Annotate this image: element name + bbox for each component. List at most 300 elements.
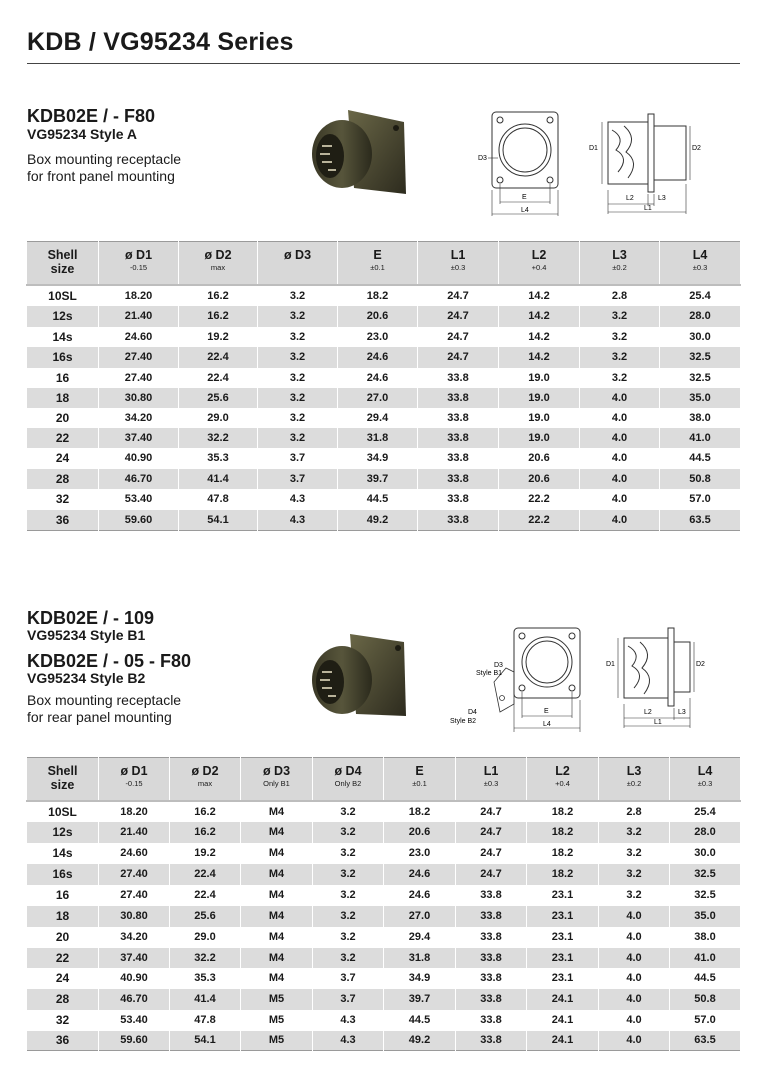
dimension-cell: 59.60	[99, 510, 179, 531]
dimension-cell: 27.40	[99, 864, 170, 885]
dimension-cell: 3.2	[580, 327, 660, 347]
dimension-cell: 20.6	[499, 448, 580, 469]
dimension-cell: 3.2	[258, 306, 338, 327]
description-line-2: for rear panel mounting	[27, 709, 172, 725]
col-header-l3: L3 ±0.2	[599, 758, 670, 801]
dimension-cell: 3.2	[313, 801, 384, 822]
dimension-cell: 34.9	[338, 448, 418, 469]
dimension-cell: 57.0	[660, 489, 741, 510]
dimension-cell: 3.2	[313, 906, 384, 927]
dimension-cell: 30.80	[99, 388, 179, 408]
dimension-cell: 14.2	[499, 306, 580, 327]
table-row	[27, 408, 741, 428]
dimension-cell: 33.8	[418, 388, 499, 408]
dimension-cell: 41.0	[670, 948, 741, 968]
shell-size-cell: 16s	[27, 864, 99, 885]
dimension-cell: 29.0	[170, 927, 241, 948]
dimension-cell: M5	[241, 1010, 313, 1031]
dimension-cell: 33.8	[418, 469, 499, 489]
dimension-cell: 30.0	[670, 843, 741, 864]
dimension-cell: 22.4	[179, 347, 258, 368]
dimension-cell: 23.1	[527, 906, 599, 927]
dimension-cell: 41.4	[170, 989, 241, 1010]
title-divider	[27, 63, 740, 64]
dimension-cell: 19.2	[179, 327, 258, 347]
dimension-cell: 3.2	[580, 306, 660, 327]
dimension-cell: M4	[241, 864, 313, 885]
shell-size-cell: 14s	[27, 843, 99, 864]
label-d4: D4	[468, 709, 477, 716]
dimension-cell: 44.5	[338, 489, 418, 510]
dimension-cell: 25.6	[170, 906, 241, 927]
table-header-row	[27, 242, 741, 285]
dimension-cell: 44.5	[384, 1010, 456, 1031]
dimension-cell: 27.0	[384, 906, 456, 927]
dimension-cell: 53.40	[99, 1010, 170, 1031]
side-view-drawing	[586, 110, 706, 220]
dimension-cell: 49.2	[384, 1031, 456, 1051]
table-row	[27, 428, 741, 448]
table-row	[27, 388, 741, 408]
dimension-cell: 21.40	[99, 822, 170, 843]
shell-size-cell: 36	[27, 1031, 99, 1051]
dimension-cell: 32.2	[179, 428, 258, 448]
connector-photo	[306, 628, 410, 724]
dimension-cell: 3.2	[313, 948, 384, 968]
dimension-cell: 3.2	[599, 843, 670, 864]
dimension-cell: 3.2	[313, 864, 384, 885]
table-row	[27, 368, 741, 388]
shell-size-cell: 32	[27, 489, 99, 510]
dimension-cell: 23.1	[527, 948, 599, 968]
label-l4: L4	[521, 207, 529, 214]
dimension-cell: 3.2	[313, 843, 384, 864]
dimension-cell: 34.9	[384, 968, 456, 989]
dimension-cell: 33.8	[456, 1010, 527, 1031]
dimension-cell: 24.7	[418, 285, 499, 306]
dimension-cell: 32.5	[670, 864, 741, 885]
dimension-cell: 3.7	[313, 989, 384, 1010]
dimension-cell: 4.0	[580, 408, 660, 428]
table-row	[27, 510, 741, 531]
dimension-cell: 24.7	[418, 327, 499, 347]
dimension-cell: M5	[241, 1031, 313, 1051]
front-view-drawing	[476, 110, 572, 220]
dimension-cell: 49.2	[338, 510, 418, 531]
dimension-cell: 33.8	[418, 448, 499, 469]
table-row	[27, 927, 741, 948]
dimension-cell: 3.2	[580, 368, 660, 388]
dimension-cell: 16.2	[170, 801, 241, 822]
dimension-cell: 3.2	[580, 347, 660, 368]
shell-size-cell: 22	[27, 948, 99, 968]
dimension-cell: 54.1	[170, 1031, 241, 1051]
dimension-cell: 4.0	[580, 489, 660, 510]
dimension-cell: 63.5	[660, 510, 741, 531]
dimension-cell: 4.0	[599, 1031, 670, 1051]
dimension-cell: 22.4	[170, 864, 241, 885]
side-view-drawing	[600, 624, 720, 734]
dimension-cell: 31.8	[384, 948, 456, 968]
col-header-shell: Shell size	[27, 242, 99, 285]
dimension-cell: 24.7	[456, 843, 527, 864]
dimension-cell: 18.2	[527, 801, 599, 822]
dimension-cell: 47.8	[170, 1010, 241, 1031]
shell-size-cell: 12s	[27, 306, 99, 327]
dimension-cell: 4.0	[599, 968, 670, 989]
dimension-cell: 18.20	[99, 801, 170, 822]
col-header-l4: L4 ±0.3	[670, 758, 741, 801]
dimension-cell: 24.60	[99, 843, 170, 864]
dimension-cell: 25.6	[179, 388, 258, 408]
style-label-b1: VG95234 Style B1	[27, 627, 146, 643]
dimension-cell: 23.1	[527, 927, 599, 948]
dimension-cell: 3.2	[599, 864, 670, 885]
dimension-cell: 23.0	[384, 843, 456, 864]
table-row	[27, 327, 741, 347]
col-header-e: E ±0.1	[338, 242, 418, 285]
dimension-cell: 30.80	[99, 906, 170, 927]
dimension-cell: 3.2	[313, 927, 384, 948]
dimension-cell: 33.8	[456, 1031, 527, 1051]
dimension-cell: 34.20	[99, 408, 179, 428]
dimension-cell: 37.40	[99, 428, 179, 448]
dimension-cell: 4.0	[599, 927, 670, 948]
dimension-cell: 27.40	[99, 347, 179, 368]
dimension-cell: 18.2	[527, 822, 599, 843]
shell-size-cell: 22	[27, 428, 99, 448]
dimension-cell: 3.2	[258, 388, 338, 408]
dimension-cell: 54.1	[179, 510, 258, 531]
dimension-cell: 40.90	[99, 448, 179, 469]
dimension-cell: 24.1	[527, 989, 599, 1010]
dimension-cell: 38.0	[670, 927, 741, 948]
col-header-l1: L1 ±0.3	[456, 758, 527, 801]
dimension-cell: 19.2	[170, 843, 241, 864]
dimension-cell: 34.20	[99, 927, 170, 948]
dimension-cell: 19.0	[499, 408, 580, 428]
dimension-cell: 4.3	[313, 1031, 384, 1051]
dimension-cell: 18.2	[527, 864, 599, 885]
dimension-cell: 24.7	[418, 347, 499, 368]
dimension-cell: 4.0	[580, 448, 660, 469]
table-row	[27, 306, 741, 327]
dimension-cell: 4.0	[580, 469, 660, 489]
dimension-cell: 44.5	[660, 448, 741, 469]
col-header-e: E ±0.1	[384, 758, 456, 801]
col-header-l1: L1 ±0.3	[418, 242, 499, 285]
dimension-cell: 41.0	[660, 428, 741, 448]
table-row	[27, 1010, 741, 1031]
dimension-cell: 35.0	[670, 906, 741, 927]
dimension-cell: M5	[241, 989, 313, 1010]
dimension-cell: 24.7	[456, 822, 527, 843]
dimension-cell: 3.2	[258, 347, 338, 368]
style-label: VG95234 Style A	[27, 126, 137, 142]
dimension-cell: 24.1	[527, 1010, 599, 1031]
dimension-cell: 39.7	[384, 989, 456, 1010]
dimension-cell: 25.4	[660, 285, 741, 306]
style-label-b2: VG95234 Style B2	[27, 670, 146, 686]
shell-size-cell: 20	[27, 408, 99, 428]
col-header-l4: L4 ±0.3	[660, 242, 741, 285]
dimension-cell: 32.5	[670, 885, 741, 906]
description-line-2: for front panel mounting	[27, 168, 175, 184]
shell-size-cell: 10SL	[27, 285, 99, 306]
dimension-cell: 35.3	[170, 968, 241, 989]
dimension-cell: 29.4	[338, 408, 418, 428]
dimension-cell: 29.4	[384, 927, 456, 948]
dimension-cell: 40.90	[99, 968, 170, 989]
label-l2: L2	[644, 709, 652, 716]
shell-size-cell: 16	[27, 368, 99, 388]
col-header-d1: ø D1 -0.15	[99, 758, 170, 801]
label-l1: L1	[644, 205, 652, 212]
table-row	[27, 989, 741, 1010]
col-header-d2: ø D2 max	[170, 758, 241, 801]
dimension-cell: 24.7	[456, 801, 527, 822]
dimension-cell: 23.0	[338, 327, 418, 347]
dimension-cell: 4.3	[313, 1010, 384, 1031]
dimension-cell: 33.8	[456, 989, 527, 1010]
dimension-cell: 24.6	[384, 885, 456, 906]
label-l1: L1	[654, 719, 662, 726]
dimension-cell: 46.70	[99, 989, 170, 1010]
dimension-cell: 44.5	[670, 968, 741, 989]
table-row	[27, 864, 741, 885]
dimension-cell: 19.0	[499, 428, 580, 448]
dimension-cell: 16.2	[170, 822, 241, 843]
shell-size-cell: 18	[27, 906, 99, 927]
col-header-d3: ø D3	[258, 242, 338, 285]
dimension-cell: 19.0	[499, 388, 580, 408]
label-d2: D2	[692, 145, 701, 152]
model-code: KDB02E / - F80	[27, 106, 156, 126]
table-row	[27, 801, 741, 822]
dimension-cell: 3.2	[599, 822, 670, 843]
table-row	[27, 843, 741, 864]
dimension-cell: 33.8	[418, 408, 499, 428]
dimension-cell: 14.2	[499, 285, 580, 306]
dimension-cell: 24.1	[527, 1031, 599, 1051]
dimension-cell: 46.70	[99, 469, 179, 489]
dimension-cell: 41.4	[179, 469, 258, 489]
model-code-b2: KDB02E / - 05 - F80	[27, 651, 192, 671]
dimension-cell: 39.7	[338, 469, 418, 489]
dimension-cell: 23.1	[527, 885, 599, 906]
dimension-cell: 2.8	[580, 285, 660, 306]
dimension-cell: 3.7	[313, 968, 384, 989]
dimension-cell: 24.7	[456, 864, 527, 885]
dimension-cell: 3.2	[258, 327, 338, 347]
table-row	[27, 968, 741, 989]
table-row	[27, 1031, 741, 1051]
dimension-cell: M4	[241, 885, 313, 906]
dimension-cell: 35.3	[179, 448, 258, 469]
dimension-cell: 57.0	[670, 1010, 741, 1031]
dimension-cell: 3.2	[313, 885, 384, 906]
dimension-table-style-b	[26, 757, 741, 1051]
dimension-cell: M4	[241, 968, 313, 989]
dimension-cell: 18.20	[99, 285, 179, 306]
dimension-cell: 24.6	[338, 347, 418, 368]
table-row	[27, 948, 741, 968]
dimension-cell: 33.8	[456, 968, 527, 989]
label-d3-style: Style B1	[476, 670, 503, 677]
shell-size-cell: 32	[27, 1010, 99, 1031]
col-header-l3: L3 ±0.2	[580, 242, 660, 285]
dimension-cell: 16.2	[179, 306, 258, 327]
dimension-cell: 19.0	[499, 368, 580, 388]
dimension-cell: 3.7	[258, 448, 338, 469]
dimension-cell: 50.8	[660, 469, 741, 489]
dimension-cell: 4.0	[599, 1010, 670, 1031]
dimension-cell: 22.4	[170, 885, 241, 906]
dimension-cell: 4.3	[258, 489, 338, 510]
dimension-cell: 21.40	[99, 306, 179, 327]
col-header-d2: ø D2 max	[179, 242, 258, 285]
dimension-cell: 33.8	[418, 368, 499, 388]
dimension-cell: 27.0	[338, 388, 418, 408]
dimension-cell: 3.2	[258, 428, 338, 448]
shell-size-cell: 20	[27, 927, 99, 948]
dimension-cell: M4	[241, 948, 313, 968]
dimension-cell: 4.0	[580, 510, 660, 531]
table-row	[27, 347, 741, 368]
dimension-cell: 32.5	[660, 347, 741, 368]
shell-size-cell: 24	[27, 968, 99, 989]
table-row	[27, 885, 741, 906]
dimension-cell: 30.0	[660, 327, 741, 347]
page-title: KDB / VG95234 Series	[27, 28, 294, 56]
description-line-1: Box mounting receptacle	[27, 692, 182, 708]
dimension-cell: 28.0	[670, 822, 741, 843]
label-l2: L2	[626, 195, 634, 202]
dimension-cell: 18.2	[338, 285, 418, 306]
dimension-cell: 3.2	[258, 408, 338, 428]
label-d3: D3	[494, 662, 503, 669]
dimension-cell: 3.2	[258, 285, 338, 306]
dimension-cell: 33.8	[456, 906, 527, 927]
dimension-cell: 4.3	[258, 510, 338, 531]
dimension-cell: 33.8	[418, 489, 499, 510]
col-header-l2: L2 +0.4	[527, 758, 599, 801]
label-e: E	[544, 708, 549, 715]
label-l3: L3	[658, 195, 666, 202]
dimension-cell: 4.0	[580, 388, 660, 408]
table-row	[27, 469, 741, 489]
dimension-cell: 18.2	[384, 801, 456, 822]
label-d4-style: Style B2	[450, 718, 477, 725]
dimension-table-style-a	[26, 241, 741, 531]
shell-size-cell: 10SL	[27, 801, 99, 822]
shell-size-cell: 36	[27, 510, 99, 531]
dimension-cell: 31.8	[338, 428, 418, 448]
dimension-cell: 22.2	[499, 489, 580, 510]
dimension-cell: 35.0	[660, 388, 741, 408]
dimension-cell: 33.8	[456, 927, 527, 948]
dimension-cell: 50.8	[670, 989, 741, 1010]
dimension-cell: 32.5	[660, 368, 741, 388]
dimension-cell: 37.40	[99, 948, 170, 968]
dimension-cell: 63.5	[670, 1031, 741, 1051]
dimension-cell: 29.0	[179, 408, 258, 428]
dimension-cell: 59.60	[99, 1031, 170, 1051]
dimension-cell: 24.6	[384, 864, 456, 885]
dimension-cell: 2.8	[599, 801, 670, 822]
dimension-cell: 33.8	[418, 428, 499, 448]
dimension-cell: 38.0	[660, 408, 741, 428]
col-header-l2: L2 +0.4	[499, 242, 580, 285]
dimension-cell: 3.2	[599, 885, 670, 906]
dimension-cell: 4.0	[599, 948, 670, 968]
dimension-cell: 47.8	[179, 489, 258, 510]
dimension-cell: 4.0	[599, 989, 670, 1010]
dimension-cell: M4	[241, 822, 313, 843]
dimension-cell: 4.0	[599, 906, 670, 927]
front-view-drawing	[444, 624, 594, 734]
dimension-cell: 24.6	[338, 368, 418, 388]
table-header-row	[27, 758, 741, 801]
dimension-cell: M4	[241, 906, 313, 927]
dimension-cell: 33.8	[456, 885, 527, 906]
table-row	[27, 489, 741, 510]
dimension-cell: 14.2	[499, 327, 580, 347]
dimension-cell: 20.6	[499, 469, 580, 489]
label-l4: L4	[543, 721, 551, 728]
dimension-cell: 22.4	[179, 368, 258, 388]
dimension-cell: 24.7	[418, 306, 499, 327]
dimension-cell: 4.0	[580, 428, 660, 448]
dimension-cell: 16.2	[179, 285, 258, 306]
dimension-cell: 23.1	[527, 968, 599, 989]
dimension-cell: 18.2	[527, 843, 599, 864]
dimension-cell: 20.6	[338, 306, 418, 327]
col-header-shell: Shell size	[27, 758, 99, 801]
dimension-cell: 20.6	[384, 822, 456, 843]
shell-size-cell: 24	[27, 448, 99, 469]
table-row	[27, 285, 741, 306]
shell-size-cell: 14s	[27, 327, 99, 347]
dimension-cell: 25.4	[670, 801, 741, 822]
dimension-cell: 22.2	[499, 510, 580, 531]
dimension-cell: 28.0	[660, 306, 741, 327]
dimension-cell: 3.7	[258, 469, 338, 489]
table-row	[27, 906, 741, 927]
connector-photo	[306, 104, 410, 200]
dimension-cell: 53.40	[99, 489, 179, 510]
dimension-cell: 33.8	[456, 948, 527, 968]
dimension-cell: 33.8	[418, 510, 499, 531]
label-d3: D3	[478, 155, 487, 162]
shell-size-cell: 28	[27, 989, 99, 1010]
model-code-b1: KDB02E / - 109	[27, 608, 155, 628]
dimension-cell: 27.40	[99, 885, 170, 906]
dimension-cell: 3.2	[258, 368, 338, 388]
col-header-d3: ø D3 Only B1	[241, 758, 313, 801]
dimension-cell: M4	[241, 843, 313, 864]
label-l3: L3	[678, 709, 686, 716]
dimension-cell: 14.2	[499, 347, 580, 368]
dimension-cell: 24.60	[99, 327, 179, 347]
description-line-1: Box mounting receptacle	[27, 151, 182, 167]
col-header-d4: ø D4 Only B2	[313, 758, 384, 801]
label-d1: D1	[606, 661, 615, 668]
table-row	[27, 822, 741, 843]
dimension-cell: 32.2	[170, 948, 241, 968]
dimension-cell: 27.40	[99, 368, 179, 388]
col-header-d1: ø D1 -0.15	[99, 242, 179, 285]
